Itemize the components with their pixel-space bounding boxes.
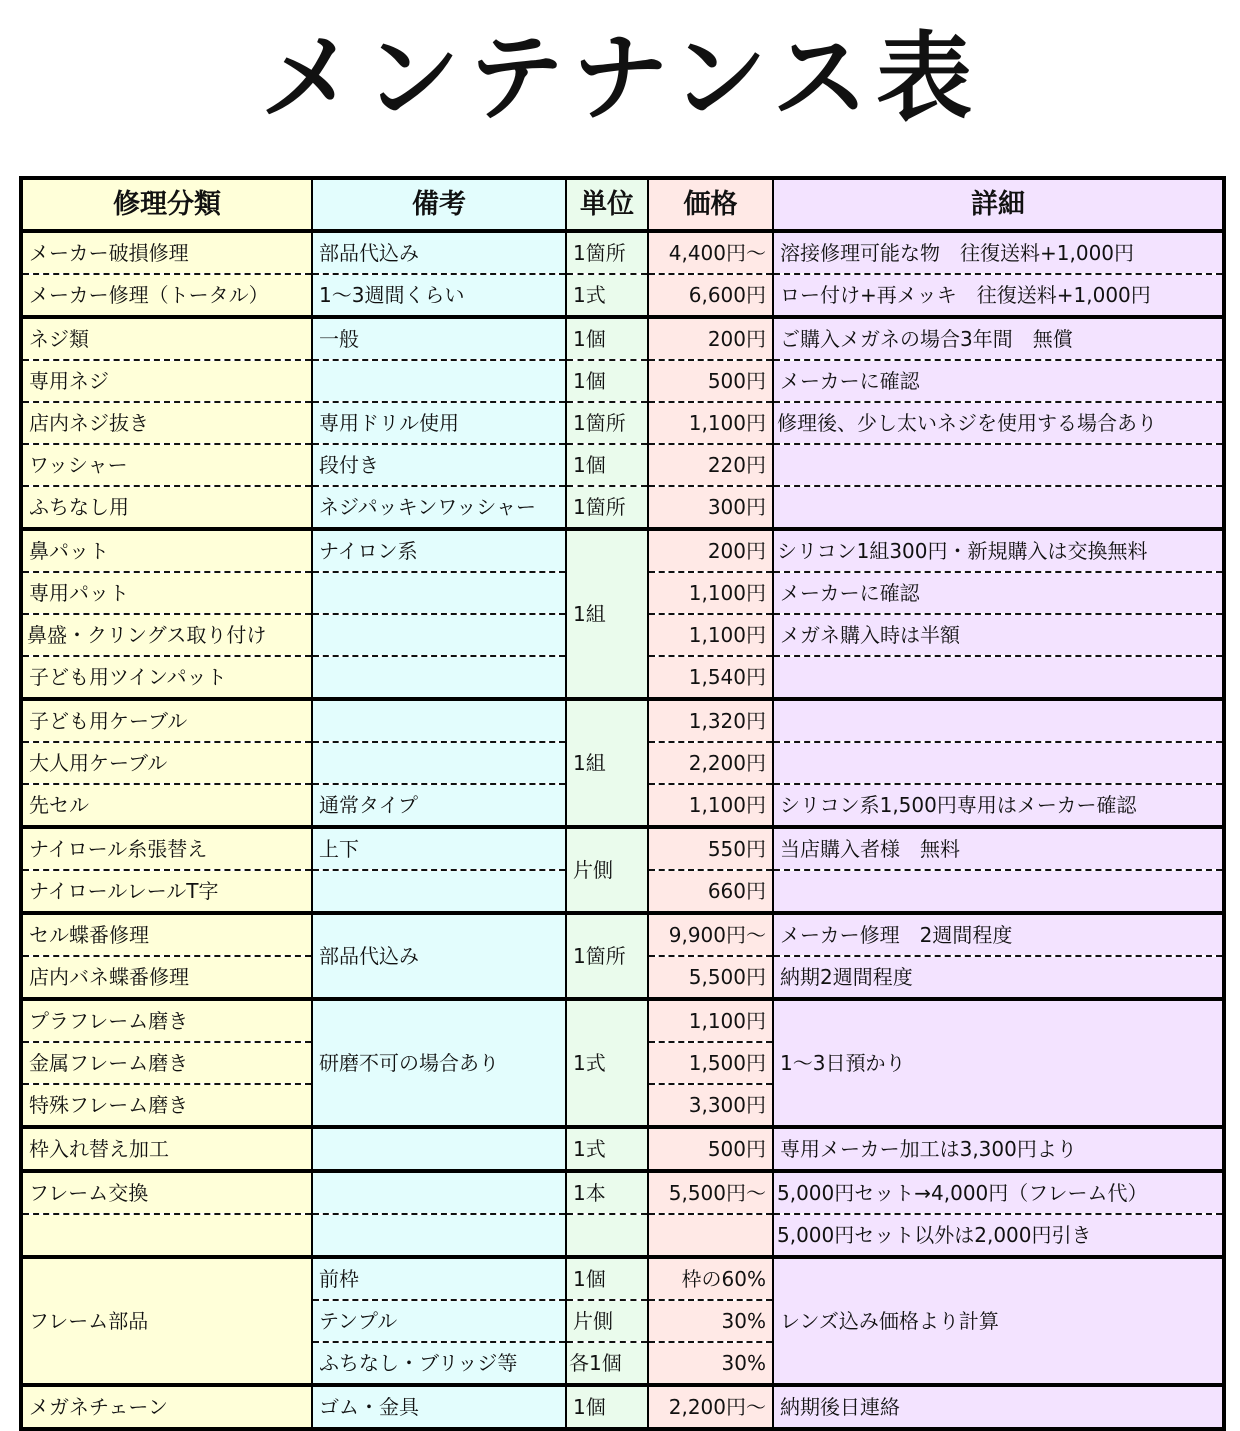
cell-price: 1,100円	[648, 402, 773, 444]
cell-detail: 専用メーカー加工は3,300円より	[773, 1127, 1224, 1171]
cell-detail: シリコン系1,500円専用はメーカー確認	[773, 784, 1224, 827]
cell-unit: 1組	[566, 529, 648, 699]
cell-detail	[773, 656, 1224, 699]
cell-detail: メーカー修理 2週間程度	[773, 913, 1224, 956]
cell-note: 通常タイプ	[312, 784, 566, 827]
table-row	[21, 1257, 1224, 1300]
cell-price: 1,100円	[648, 614, 773, 656]
cell-category: 子ども用ケーブル	[21, 699, 312, 742]
header-category: 修理分類	[21, 178, 312, 231]
cell-category: 店内ネジ抜き	[21, 402, 312, 444]
cell-detail: シリコン1組300円・新規購入は交換無料	[773, 529, 1224, 572]
header-note: 備考	[312, 178, 566, 231]
cell-category: ネジ類	[21, 317, 312, 360]
cell-unit: 1箇所	[566, 913, 648, 999]
cell-price: 220円	[648, 444, 773, 486]
cell-category: ナイロールレールT字	[21, 870, 312, 913]
page-title: メンテナンス表	[259, 22, 981, 134]
cell-category: 特殊フレーム磨き	[21, 1084, 312, 1127]
table-row	[21, 1171, 1224, 1214]
cell-detail: 当店購入者様 無料	[773, 827, 1224, 870]
table-row	[21, 529, 1224, 572]
cell-category: 金属フレーム磨き	[21, 1042, 312, 1084]
cell-price: 2,200円～	[648, 1385, 773, 1429]
table-row	[21, 274, 1224, 317]
cell-note: ナイロン系	[312, 529, 566, 572]
cell-category: 子ども用ツインパット	[21, 656, 312, 699]
cell-price: 1,100円	[648, 784, 773, 827]
cell-category: 枠入れ替え加工	[21, 1127, 312, 1171]
cell-unit: 各1個	[566, 1342, 648, 1385]
cell-detail: 納期後日連絡	[773, 1385, 1224, 1429]
cell-note	[312, 572, 566, 614]
cell-price: 30%	[648, 1300, 773, 1342]
cell-note: 専用ドリル使用	[312, 402, 566, 444]
cell-unit: 1箇所	[566, 402, 648, 444]
cell-price: 500円	[648, 1127, 773, 1171]
table-row	[21, 444, 1224, 486]
cell-price: 660円	[648, 870, 773, 913]
cell-price: 500円	[648, 360, 773, 402]
cell-detail: ご購入メガネの場合3年間 無償	[773, 317, 1224, 360]
cell-price: 550円	[648, 827, 773, 870]
cell-note	[312, 656, 566, 699]
table-row	[21, 827, 1224, 870]
cell-category: メーカー修理（トータル）	[21, 274, 312, 317]
table-row	[21, 999, 1224, 1042]
cell-detail: 5,000円セット以外は2,000円引き	[773, 1214, 1224, 1257]
cell-unit: 1個	[566, 1385, 648, 1429]
cell-detail: レンズ込み価格より計算	[773, 1257, 1224, 1385]
cell-price: 5,500円	[648, 956, 773, 999]
cell-category: ふちなし用	[21, 486, 312, 529]
cell-unit: 1箇所	[566, 486, 648, 529]
cell-note: テンプル	[312, 1300, 566, 1342]
cell-price: 6,600円	[648, 274, 773, 317]
cell-detail	[773, 870, 1224, 913]
cell-detail: メガネ購入時は半額	[773, 614, 1224, 656]
table-row	[21, 1214, 1224, 1257]
maintenance-table	[19, 176, 1226, 1431]
cell-price: 200円	[648, 317, 773, 360]
table-row	[21, 402, 1224, 444]
cell-note: 一般	[312, 317, 566, 360]
table-row	[21, 317, 1224, 360]
table-row	[21, 360, 1224, 402]
cell-unit: 1個	[566, 360, 648, 402]
cell-price: 3,300円	[648, 1084, 773, 1127]
table-row	[21, 699, 1224, 742]
cell-note	[312, 742, 566, 784]
cell-price: 5,500円～	[648, 1171, 773, 1214]
cell-detail	[773, 444, 1224, 486]
cell-note	[312, 870, 566, 913]
cell-unit: 1個	[566, 1257, 648, 1300]
cell-unit: 1本	[566, 1171, 648, 1214]
cell-note: ふちなし・ブリッジ等	[312, 1342, 566, 1385]
cell-category: 専用ネジ	[21, 360, 312, 402]
cell-note: 部品代込み	[312, 231, 566, 274]
cell-category: ワッシャー	[21, 444, 312, 486]
header-detail: 詳細	[773, 178, 1224, 231]
cell-detail: 1～3日預かり	[773, 999, 1224, 1127]
cell-note	[312, 360, 566, 402]
cell-category: ナイロール糸張替え	[21, 827, 312, 870]
cell-price: 1,540円	[648, 656, 773, 699]
cell-detail: 納期2週間程度	[773, 956, 1224, 999]
cell-note: 1～3週間くらい	[312, 274, 566, 317]
cell-note	[312, 1171, 566, 1214]
cell-price: 1,100円	[648, 572, 773, 614]
cell-detail	[773, 486, 1224, 529]
cell-category	[21, 1214, 312, 1257]
cell-price: 1,100円	[648, 999, 773, 1042]
cell-unit: 片側	[566, 1300, 648, 1342]
cell-detail: 溶接修理可能な物 往復送料+1,000円	[773, 231, 1224, 274]
cell-price: 300円	[648, 486, 773, 529]
cell-unit	[566, 1214, 648, 1257]
cell-note	[312, 1214, 566, 1257]
cell-price: 枠の60%	[648, 1257, 773, 1300]
cell-unit: 片側	[566, 827, 648, 913]
cell-note	[312, 1127, 566, 1171]
cell-note: 研磨不可の場合あり	[312, 999, 566, 1127]
cell-category: 鼻盛・クリングス取り付け	[21, 614, 312, 656]
cell-price: 2,200円	[648, 742, 773, 784]
cell-category: 専用パット	[21, 572, 312, 614]
cell-price: 1,320円	[648, 699, 773, 742]
table-row	[21, 1385, 1224, 1429]
cell-category: 店内バネ蝶番修理	[21, 956, 312, 999]
cell-note	[312, 614, 566, 656]
cell-detail: 修理後、少し太いネジを使用する場合あり	[773, 402, 1224, 444]
cell-detail: 5,000円セット→4,000円（フレーム代）	[773, 1171, 1224, 1214]
cell-category: メガネチェーン	[21, 1385, 312, 1429]
cell-category: 大人用ケーブル	[21, 742, 312, 784]
cell-unit: 1組	[566, 699, 648, 827]
header-unit: 単位	[566, 178, 648, 231]
cell-price: 30%	[648, 1342, 773, 1385]
table-row	[21, 1127, 1224, 1171]
cell-price: 4,400円～	[648, 231, 773, 274]
cell-price: 9,900円～	[648, 913, 773, 956]
table-row	[21, 231, 1224, 274]
cell-category: プラフレーム磨き	[21, 999, 312, 1042]
cell-note: 上下	[312, 827, 566, 870]
cell-note: 前枠	[312, 1257, 566, 1300]
cell-note: ゴム・金具	[312, 1385, 566, 1429]
cell-price: 200円	[648, 529, 773, 572]
cell-price	[648, 1214, 773, 1257]
cell-unit: 1個	[566, 317, 648, 360]
cell-unit: 1式	[566, 1127, 648, 1171]
cell-note	[312, 699, 566, 742]
table-header-row	[21, 178, 1224, 231]
cell-detail: メーカーに確認	[773, 360, 1224, 402]
cell-unit: 1個	[566, 444, 648, 486]
cell-unit: 1箇所	[566, 231, 648, 274]
cell-price: 1,500円	[648, 1042, 773, 1084]
cell-note: 段付き	[312, 444, 566, 486]
table-row	[21, 486, 1224, 529]
cell-note: 部品代込み	[312, 913, 566, 999]
cell-category: セル蝶番修理	[21, 913, 312, 956]
table-row	[21, 913, 1224, 956]
cell-detail	[773, 699, 1224, 742]
cell-category: 先セル	[21, 784, 312, 827]
cell-detail: ロー付け+再メッキ 往復送料+1,000円	[773, 274, 1224, 317]
cell-category: 鼻パット	[21, 529, 312, 572]
cell-detail: メーカーに確認	[773, 572, 1224, 614]
cell-detail	[773, 742, 1224, 784]
cell-category: メーカー破損修理	[21, 231, 312, 274]
cell-category: フレーム交換	[21, 1171, 312, 1214]
cell-note: ネジパッキンワッシャー	[312, 486, 566, 529]
cell-unit: 1式	[566, 274, 648, 317]
cell-unit: 1式	[566, 999, 648, 1127]
cell-category: フレーム部品	[21, 1257, 312, 1385]
header-price: 価格	[648, 178, 773, 231]
